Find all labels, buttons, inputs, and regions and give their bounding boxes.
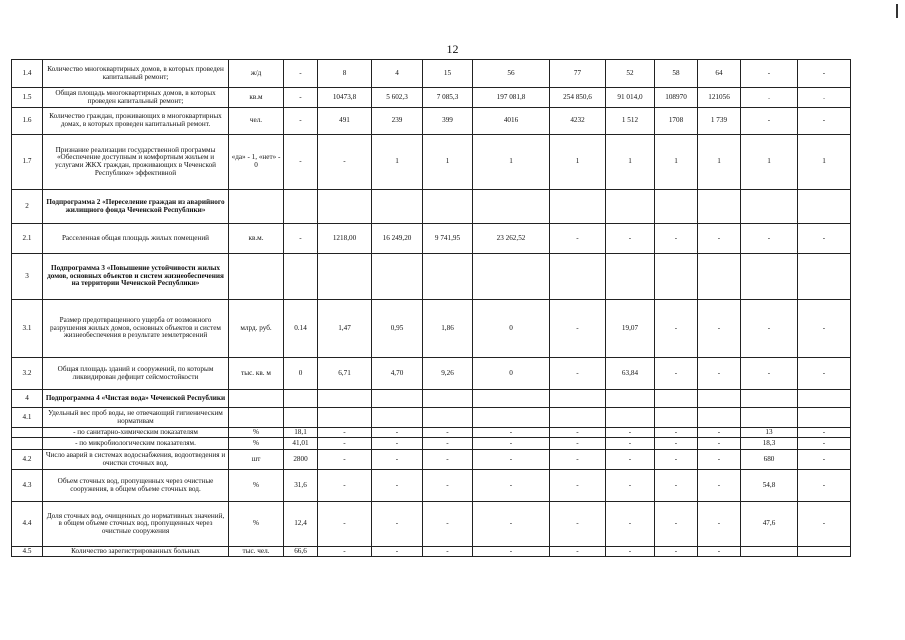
value-cell (550, 408, 606, 428)
value-cell (423, 408, 473, 428)
value-cell: - (698, 547, 741, 557)
row-number: 1.4 (12, 60, 43, 88)
value-cell: 66,6 (284, 547, 318, 557)
value-cell: - (550, 470, 606, 502)
value-cell: - (798, 450, 851, 470)
page-number: 12 (446, 42, 459, 56)
value-cell (798, 547, 851, 557)
value-cell: - (473, 502, 550, 547)
value-cell: 1 (550, 135, 606, 190)
value-cell: 4 (372, 60, 423, 88)
table-row (12, 428, 851, 438)
value-cell: 1 (372, 135, 423, 190)
value-cell: - (655, 438, 698, 450)
unit-cell (229, 254, 284, 300)
subprogram-title: Подпрограмма 2 «Переселение граждан из аварийного жилищного фонда Чеченской Республики» (43, 190, 229, 224)
value-cell: - (798, 470, 851, 502)
value-cell: - (372, 450, 423, 470)
table-row (12, 224, 851, 254)
indicator-description: Размер предотвращенного ущерба от возможного разрушения жилых домов, основных объектов и систем жизнеобеспечения в результате землетрясений (43, 300, 229, 358)
table-row (12, 358, 851, 390)
value-cell: 1 (655, 135, 698, 190)
value-cell: 121056 (698, 88, 741, 108)
value-cell: - (372, 438, 423, 450)
value-cell: 19,07 (606, 300, 655, 358)
value-cell: 58 (655, 60, 698, 88)
value-cell: 1 (798, 135, 851, 190)
value-cell: 52 (606, 60, 655, 88)
value-cell: - (798, 358, 851, 390)
value-cell (606, 254, 655, 300)
value-cell: - (318, 470, 372, 502)
value-cell: - (318, 547, 372, 557)
value-cell: 1708 (655, 108, 698, 135)
value-cell: 56 (473, 60, 550, 88)
value-cell: - (473, 470, 550, 502)
value-cell: - (550, 438, 606, 450)
indicator-description: - по санитарно-химическим показателям (43, 428, 229, 438)
value-cell: - (741, 358, 798, 390)
value-cell: 4,70 (372, 358, 423, 390)
table-row (12, 190, 851, 224)
value-cell (655, 254, 698, 300)
value-cell: - (550, 300, 606, 358)
value-cell (284, 390, 318, 408)
value-cell: 254 850,6 (550, 88, 606, 108)
table-row (12, 450, 851, 470)
subprogram-title: Подпрограмма 4 «Чистая вода» Чеченской Республики (43, 390, 229, 408)
row-number: 1.5 (12, 88, 43, 108)
value-cell: - (606, 547, 655, 557)
value-cell: 9,26 (423, 358, 473, 390)
value-cell: - (473, 547, 550, 557)
unit-cell: ж/д (229, 60, 284, 88)
indicator-description: Количество многоквартирных домов, в которых проведен капитальный ремонт; (43, 60, 229, 88)
value-cell (318, 190, 372, 224)
value-cell: - (606, 224, 655, 254)
row-number: 4 (12, 390, 43, 408)
value-cell: 31,6 (284, 470, 318, 502)
value-cell: 23 262,52 (473, 224, 550, 254)
table-body (12, 60, 851, 557)
indicator-description: Признание реализации государственной программы «Обеспечение доступным и комфортным жильем и услугами ЖКХ граждан, проживающих в Чеченской Республике» эффективной (43, 135, 229, 190)
unit-cell: тыс. кв. м (229, 358, 284, 390)
value-cell: - (423, 470, 473, 502)
value-cell: 64 (698, 60, 741, 88)
value-cell (606, 408, 655, 428)
unit-cell: шт (229, 450, 284, 470)
value-cell (372, 390, 423, 408)
value-cell: - (550, 547, 606, 557)
indicator-description: Количество граждан, проживающих в многоквартирных домах, в которых проведен капитальный ремонт. (43, 108, 229, 135)
value-cell (606, 190, 655, 224)
unit-cell: млрд. руб. (229, 300, 284, 358)
value-cell (698, 408, 741, 428)
subprogram-title: Подпрограмма 3 «Повышение устойчивости жилых домов, основных объектов и систем жизнеобеспечения на территории Чеченской Республики» (43, 254, 229, 300)
value-cell: - (741, 60, 798, 88)
value-cell (798, 254, 851, 300)
value-cell: - (372, 547, 423, 557)
value-cell: - (550, 358, 606, 390)
value-cell (655, 190, 698, 224)
value-cell: 12,4 (284, 502, 318, 547)
row-number: 4.5 (12, 547, 43, 557)
value-cell (423, 190, 473, 224)
value-cell: - (798, 428, 851, 438)
value-cell (655, 408, 698, 428)
value-cell: - (318, 135, 372, 190)
row-number: 4.4 (12, 502, 43, 547)
value-cell: 7 085,3 (423, 88, 473, 108)
value-cell (284, 190, 318, 224)
value-cell (473, 190, 550, 224)
row-number: 1.6 (12, 108, 43, 135)
value-cell: 197 081,8 (473, 88, 550, 108)
value-cell (318, 408, 372, 428)
value-cell: - (798, 224, 851, 254)
value-cell: - (606, 438, 655, 450)
indicator-description: Общая площадь многоквартирных домов, в которых проведен капитальный ремонт; (43, 88, 229, 108)
value-cell: 1 (423, 135, 473, 190)
unit-cell: % (229, 502, 284, 547)
value-cell: 4232 (550, 108, 606, 135)
value-cell: - (284, 108, 318, 135)
value-cell: 1 (473, 135, 550, 190)
value-cell: 1,86 (423, 300, 473, 358)
value-cell: 1218,00 (318, 224, 372, 254)
indicator-description: Общая площадь зданий и сооружений, по которым ликвидирован дефицит сейсмостойкости (43, 358, 229, 390)
value-cell: 6,71 (318, 358, 372, 390)
value-cell: - (798, 108, 851, 135)
value-cell (318, 254, 372, 300)
value-cell: - (741, 224, 798, 254)
value-cell: 54,8 (741, 470, 798, 502)
value-cell: . (798, 88, 851, 108)
value-cell: 1 (698, 135, 741, 190)
row-number: 4.3 (12, 470, 43, 502)
value-cell: - (372, 470, 423, 502)
value-cell: 0,95 (372, 300, 423, 358)
value-cell: - (655, 224, 698, 254)
unit-cell (229, 390, 284, 408)
value-cell: - (798, 60, 851, 88)
value-cell (606, 390, 655, 408)
value-cell: - (550, 502, 606, 547)
value-cell: - (698, 428, 741, 438)
value-cell: 1 (741, 135, 798, 190)
value-cell: - (741, 108, 798, 135)
value-cell: - (423, 502, 473, 547)
value-cell: 10473,8 (318, 88, 372, 108)
value-cell: 5 602,3 (372, 88, 423, 108)
value-cell (741, 390, 798, 408)
value-cell (372, 408, 423, 428)
value-cell: 0.14 (284, 300, 318, 358)
value-cell: - (284, 88, 318, 108)
value-cell: - (550, 224, 606, 254)
value-cell: 8 (318, 60, 372, 88)
value-cell: 680 (741, 450, 798, 470)
value-cell (798, 390, 851, 408)
unit-cell: кв.м. (229, 224, 284, 254)
value-cell: - (550, 450, 606, 470)
value-cell: - (606, 450, 655, 470)
value-cell: - (698, 450, 741, 470)
value-cell: - (798, 300, 851, 358)
value-cell: 18,1 (284, 428, 318, 438)
value-cell: - (284, 60, 318, 88)
value-cell: - (698, 224, 741, 254)
value-cell: - (550, 428, 606, 438)
value-cell (741, 254, 798, 300)
value-cell (473, 390, 550, 408)
value-cell (798, 408, 851, 428)
indicators-table (11, 59, 851, 557)
value-cell: - (698, 502, 741, 547)
value-cell (550, 390, 606, 408)
table-row (12, 470, 851, 502)
value-cell: - (655, 300, 698, 358)
indicator-description: Объем сточных вод, пропущенных через очистные сооружения, в общем объеме сточных вод. (43, 470, 229, 502)
value-cell (318, 390, 372, 408)
value-cell: - (473, 428, 550, 438)
margin-mark (896, 4, 898, 18)
row-number: 4.2 (12, 450, 43, 470)
value-cell: - (606, 470, 655, 502)
table-row (12, 408, 851, 428)
indicator-description: Количество зарегистрированных больных (43, 547, 229, 557)
table-row (12, 438, 851, 450)
unit-cell: % (229, 470, 284, 502)
table-row (12, 135, 851, 190)
table-row (12, 88, 851, 108)
value-cell: . (741, 88, 798, 108)
row-number: 3.2 (12, 358, 43, 390)
value-cell: - (372, 502, 423, 547)
value-cell (372, 254, 423, 300)
value-cell: - (655, 470, 698, 502)
value-cell (698, 390, 741, 408)
value-cell: 13 (741, 428, 798, 438)
value-cell: - (372, 428, 423, 438)
value-cell: - (423, 428, 473, 438)
value-cell: 1,47 (318, 300, 372, 358)
unit-cell: % (229, 428, 284, 438)
value-cell: 491 (318, 108, 372, 135)
value-cell: 91 014,0 (606, 88, 655, 108)
value-cell: - (318, 438, 372, 450)
value-cell: 77 (550, 60, 606, 88)
value-cell: - (318, 428, 372, 438)
value-cell: 0 (473, 300, 550, 358)
value-cell: - (655, 428, 698, 438)
value-cell: 41,01 (284, 438, 318, 450)
table-row (12, 60, 851, 88)
unit-cell: тыс. чел. (229, 547, 284, 557)
unit-cell: «да» - 1, «нет» - 0 (229, 135, 284, 190)
value-cell: - (655, 502, 698, 547)
value-cell: 18,3 (741, 438, 798, 450)
row-number (12, 438, 43, 450)
row-number: 1.7 (12, 135, 43, 190)
value-cell: 1 (606, 135, 655, 190)
table-row (12, 254, 851, 300)
value-cell (473, 254, 550, 300)
value-cell (741, 547, 798, 557)
value-cell: - (698, 438, 741, 450)
value-cell (698, 254, 741, 300)
value-cell (655, 390, 698, 408)
indicator-description: Доля сточных вод, очищенных до нормативных значений, в общем объеме сточных вод, пропущенных через очистные сооружения (43, 502, 229, 547)
value-cell: 4016 (473, 108, 550, 135)
row-number: 3.1 (12, 300, 43, 358)
value-cell: - (741, 300, 798, 358)
table-row (12, 547, 851, 557)
value-cell (550, 190, 606, 224)
value-cell: 239 (372, 108, 423, 135)
value-cell (698, 190, 741, 224)
value-cell (284, 408, 318, 428)
unit-cell: чел. (229, 108, 284, 135)
value-cell: 63,84 (606, 358, 655, 390)
value-cell: 0 (284, 358, 318, 390)
value-cell: - (698, 470, 741, 502)
value-cell (284, 254, 318, 300)
value-cell (741, 408, 798, 428)
value-cell (372, 190, 423, 224)
value-cell: - (473, 438, 550, 450)
row-number (12, 428, 43, 438)
value-cell: 1 739 (698, 108, 741, 135)
value-cell: 0 (473, 358, 550, 390)
table-row (12, 108, 851, 135)
value-cell: - (698, 300, 741, 358)
value-cell: - (423, 547, 473, 557)
value-cell: 2800 (284, 450, 318, 470)
indicator-description: Удельный вес проб воды, не отвечающий гигиеническим нормативам (43, 408, 229, 428)
indicator-description: Число аварий в системах водоснабжения, водоотведения и очистки сточных вод. (43, 450, 229, 470)
value-cell: 9 741,95 (423, 224, 473, 254)
table-row (12, 390, 851, 408)
value-cell: - (606, 428, 655, 438)
row-number: 2 (12, 190, 43, 224)
value-cell: - (698, 358, 741, 390)
value-cell: 16 249,20 (372, 224, 423, 254)
value-cell: - (798, 502, 851, 547)
value-cell: - (423, 438, 473, 450)
unit-cell: % (229, 438, 284, 450)
table-row (12, 502, 851, 547)
value-cell: - (318, 502, 372, 547)
value-cell (423, 390, 473, 408)
row-number: 4.1 (12, 408, 43, 428)
value-cell (798, 190, 851, 224)
value-cell: - (606, 502, 655, 547)
value-cell (741, 190, 798, 224)
indicator-description: - по микробиологическим показателям. (43, 438, 229, 450)
unit-cell: кв.м (229, 88, 284, 108)
value-cell: - (655, 450, 698, 470)
value-cell: - (655, 358, 698, 390)
unit-cell (229, 408, 284, 428)
row-number: 3 (12, 254, 43, 300)
value-cell (550, 254, 606, 300)
value-cell (423, 254, 473, 300)
value-cell: 1 512 (606, 108, 655, 135)
value-cell (473, 408, 550, 428)
value-cell: 47,6 (741, 502, 798, 547)
unit-cell (229, 190, 284, 224)
row-number: 2.1 (12, 224, 43, 254)
value-cell: 15 (423, 60, 473, 88)
value-cell: - (318, 450, 372, 470)
value-cell: 399 (423, 108, 473, 135)
value-cell: - (473, 450, 550, 470)
value-cell: - (284, 135, 318, 190)
value-cell: - (798, 438, 851, 450)
indicator-description: Расселенная общая площадь жилых помещений (43, 224, 229, 254)
value-cell: 108970 (655, 88, 698, 108)
value-cell: - (284, 224, 318, 254)
value-cell: - (423, 450, 473, 470)
value-cell: - (655, 547, 698, 557)
table-row (12, 300, 851, 358)
